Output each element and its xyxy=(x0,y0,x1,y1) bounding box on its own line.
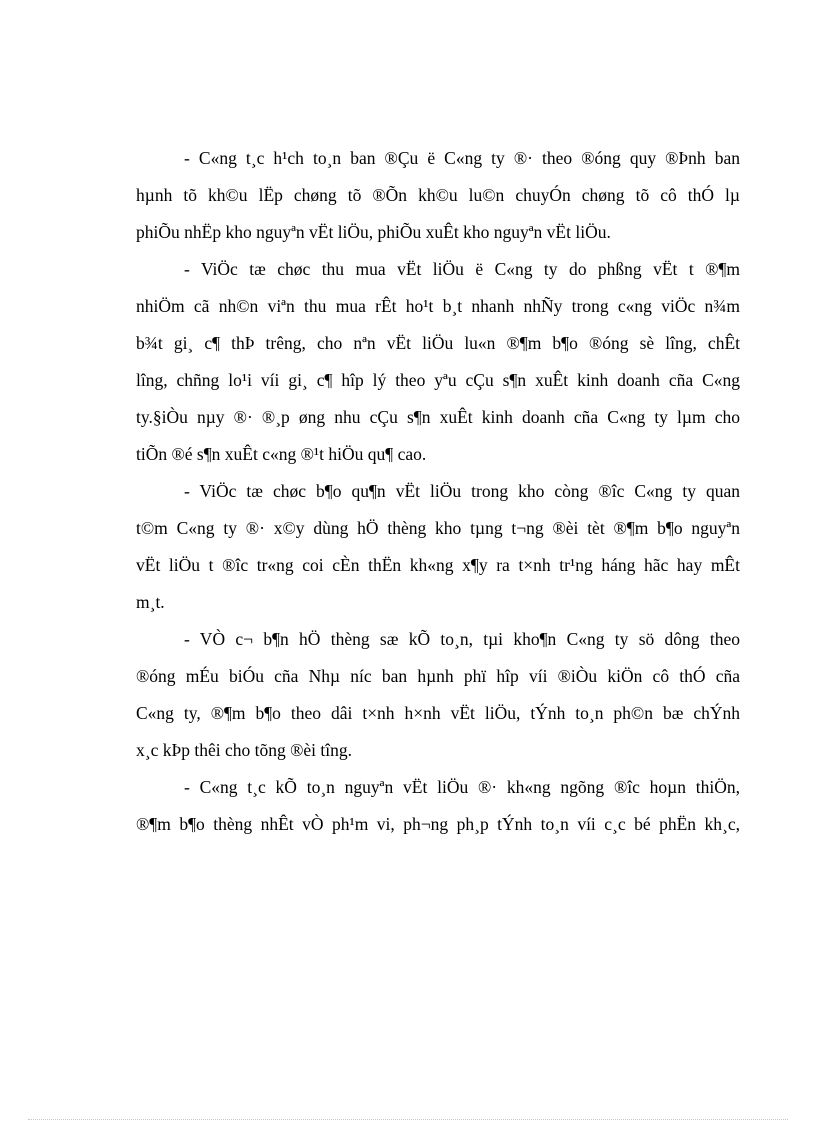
page-bottom-divider xyxy=(28,1119,788,1120)
paragraph-2-line-1: - ViÖc tæ chøc thu mua vËt liÖu ë C«ng ty do phßng vËt t ®¶m xyxy=(184,259,740,279)
paragraph-4-line-4: x¸c kÞp thêi cho tõng ®èi tîng. xyxy=(136,740,352,760)
body-text xyxy=(136,140,740,843)
paragraph-1-line-2: hµnh tõ kh©u lËp chøng tõ ®Õn kh©u lu©n chuyÓn chøng tõ cô thÓ lµ xyxy=(136,185,740,205)
paragraph-2-line-6: tiÕn ®é s¶n xuÊt c«ng ®¹t hiÖu qu¶ cao. xyxy=(136,444,427,464)
paragraph-1-line-3: phiÕu nhËp kho nguyªn vËt liÖu, phiÕu xuÊt kho nguyªn vËt liÖu. xyxy=(136,222,611,242)
paragraph-2-line-2: nhiÖm cã nh©n viªn thu mua rÊt ho¹t b¸t nhanh nhÑy trong c«ng viÖc n¾m xyxy=(136,296,740,316)
paragraph-2-line-3: b¾t gi¸ c¶ thÞ trêng, cho nªn vËt liÖu lu«n ®¶m b¶o ®óng sè lîng, chÊt xyxy=(136,333,740,353)
paragraph-2-line-5: ty.§iÒu nµy ®· ®¸p øng nhu cÇu s¶n xuÊt kinh doanh cña C«ng ty lµm cho xyxy=(136,407,740,427)
paragraph-1-line-1: - C«ng t¸c h¹ch to¸n ban ®Çu ë C«ng ty ®· theo ®óng quy ®Þnh ban xyxy=(184,148,740,168)
paragraph-5-line-2: ®¶m b¶o thèng nhÊt vÒ ph¹m vi, ph¬ng ph¸p tÝnh to¸n víi c¸c bé phËn kh¸c, xyxy=(136,814,740,834)
paragraph-5-line-1: - C«ng t¸c kÕ to¸n nguyªn vËt liÖu ®· kh«ng ngõng ®îc hoµn thiÖn, xyxy=(184,777,740,797)
paragraph-3-line-4: m¸t. xyxy=(136,592,165,612)
paragraph-3-line-3: vËt liÖu t ®îc tr«ng coi cÈn thËn kh«ng x¶y ra t×nh tr¹ng háng hãc hay mÊt xyxy=(136,555,740,575)
paragraph-4-line-1: - VÒ c¬ b¶n hÖ thèng sæ kÕ to¸n, tµi kho¶n C«ng ty sö dông theo xyxy=(184,629,740,649)
paragraph-4-line-2: ®óng mÉu biÓu cña Nhµ níc ban hµnh phï hîp víi ®iÒu kiÖn cô thÓ cña xyxy=(136,666,740,686)
paragraph-3-line-2: t©m C«ng ty ®· x©y dùng hÖ thèng kho tµng t¬ng ®èi tèt ®¶m b¶o nguyªn xyxy=(136,518,740,538)
paragraph-3-line-1: - ViÖc tæ chøc b¶o qu¶n vËt liÖu trong kho còng ®îc C«ng ty quan xyxy=(184,481,740,501)
paragraph-2-line-4: lîng, chñng lo¹i víi gi¸ c¶ hîp lý theo yªu cÇu s¶n xuÊt kinh doanh cña C«ng xyxy=(136,370,740,390)
paragraph-4-line-3: C«ng ty, ®¶m b¶o theo dâi t×nh h×nh vËt liÖu, tÝnh to¸n ph©n bæ chÝnh xyxy=(136,703,740,723)
